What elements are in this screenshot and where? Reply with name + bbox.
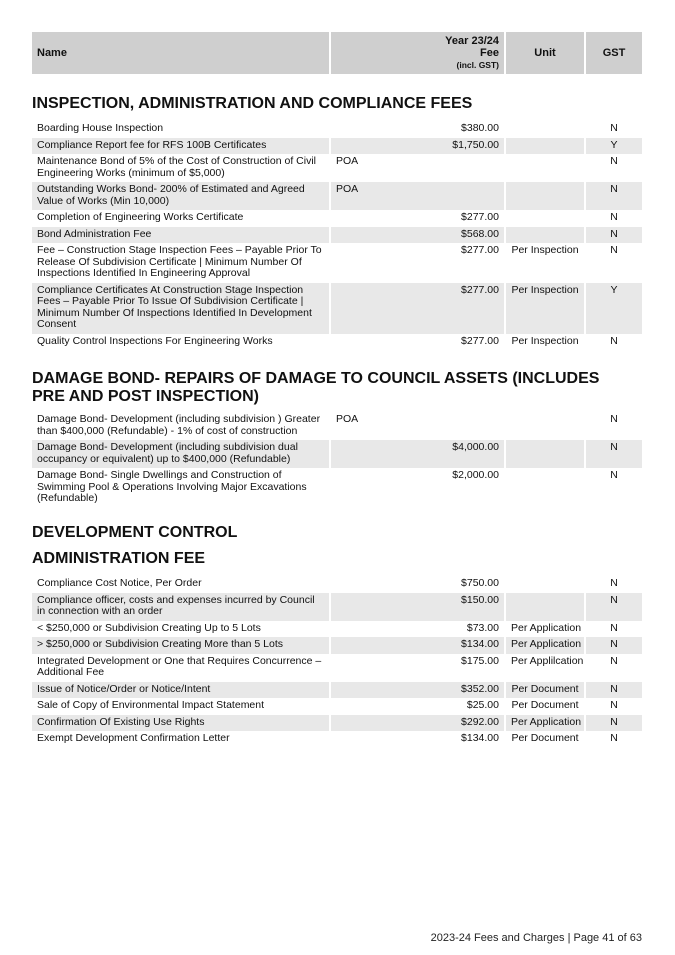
fee-amount: $73.00: [466, 621, 499, 634]
header-gst: GST: [586, 32, 642, 74]
fee-row: [32, 576, 642, 593]
fee-amount: $352.00: [331, 682, 504, 699]
fee-gst: N: [586, 682, 642, 699]
fee-name: Integrated Development or One that Requires Concurrence – Additional Fee: [37, 654, 322, 678]
fee-gst: N: [610, 699, 618, 711]
fee-gst: N: [610, 654, 618, 667]
page-footer: 2023-24 Fees and Charges | Page 41 of 63: [430, 932, 642, 944]
fee-name: Completion of Engineering Works Certificate: [37, 211, 244, 223]
fee-name: Boarding House Inspection: [37, 122, 164, 134]
fee-row: [32, 468, 642, 508]
fee-gst: N: [610, 577, 618, 589]
fee-unit: [506, 468, 584, 508]
fee-amount: POA: [331, 182, 504, 210]
fee-unit: [506, 412, 584, 440]
fee-unit: Per Inspection: [511, 334, 579, 347]
fee-amount: $2,000.00: [452, 469, 499, 481]
fee-name: > $250,000 or Subdivision Creating More than 5 Lots: [32, 637, 329, 654]
fee-unit: [506, 138, 584, 155]
fee-row: [32, 593, 642, 621]
fee-name: Quality Control Inspections For Engineering Works: [37, 334, 273, 347]
fee-amount: $277.00: [461, 211, 499, 223]
fee-unit: Per Application: [506, 637, 584, 654]
fee-amount: $568.00: [331, 227, 504, 244]
fee-unit: Per Application: [511, 621, 582, 634]
fee-amount: $1,750.00: [331, 138, 504, 155]
fee-gst: N: [610, 155, 618, 167]
fee-gst: N: [586, 593, 642, 621]
fee-unit: Per Inspection: [511, 244, 579, 256]
header-name: Name: [32, 32, 329, 74]
fee-name: Compliance Certificates At Construction Stage Inspection Fees – Payable Prior To Issue Of Subdivision Certificate | Minimum Number Of Inspections Identified In Development Consent: [32, 283, 329, 334]
section-damage-bond: [0, 412, 644, 508]
fee-name: Compliance officer, costs and expenses incurred by Council in connection with an order: [32, 593, 329, 621]
fee-gst: N: [610, 413, 618, 425]
fee-name: Exempt Development Confirmation Letter: [37, 732, 230, 744]
fee-gst: N: [586, 182, 642, 210]
fee-unit: [506, 210, 584, 227]
fee-gst: N: [610, 469, 618, 481]
fee-unit: Per Document: [511, 732, 579, 744]
fee-unit: Per Application: [506, 715, 584, 732]
fee-row: [32, 698, 642, 715]
fee-name: Confirmation Of Existing Use Rights: [32, 715, 329, 732]
fee-amount: $277.00: [461, 334, 499, 347]
fee-row: [32, 154, 642, 182]
fee-row: [32, 682, 642, 699]
section-administration-fee: [0, 576, 644, 748]
fee-gst: N: [610, 732, 618, 744]
table-header: [30, 32, 644, 74]
fee-row: [32, 182, 642, 210]
fee-amount: $277.00: [331, 283, 504, 334]
fee-unit: Per Document: [511, 699, 579, 711]
fee-unit: Per Inspection: [506, 283, 584, 334]
fee-gst: N: [610, 211, 618, 223]
fee-name: Sale of Copy of Environmental Impact Statement: [37, 699, 265, 711]
fee-gst: N: [586, 715, 642, 732]
fee-unit: [506, 154, 584, 182]
header-unit: Unit: [506, 32, 584, 74]
fee-gst: N: [610, 244, 618, 256]
fee-gst: N: [586, 637, 642, 654]
fee-row: [32, 283, 642, 334]
header-fee-year: Year 23/24: [445, 35, 499, 47]
fee-name: Maintenance Bond of 5% of the Cost of Construction of Civil Engineering Works (minimum of $5,000): [37, 155, 316, 179]
fee-name: Damage Bond- Single Dwellings and Construction of Swimming Pool & Operations Involving Major Excavations (Refundable): [37, 469, 307, 504]
fee-name: Issue of Notice/Order or Notice/Intent: [32, 682, 329, 699]
fee-row: [32, 210, 642, 227]
fee-amount: $4,000.00: [331, 440, 504, 468]
fee-row: [32, 731, 642, 748]
fee-name: Fee – Construction Stage Inspection Fees – Payable Prior To Release Of Subdivision Certificate | Minimum Number Of Inspections Identified In Engineering Approval: [37, 244, 322, 279]
fee-table-inspection: [30, 121, 644, 350]
fee-unit: [506, 593, 584, 621]
fee-amount: $175.00: [461, 654, 499, 667]
fee-amount: POA: [336, 155, 359, 167]
section-title-damage-bond: DAMAGE BOND- REPAIRS OF DAMAGE TO COUNCIL ASSETS (INCLUDES PRE AND POST INSPECTION): [32, 370, 600, 405]
fee-amount: $150.00: [331, 593, 504, 621]
fee-row: [32, 440, 642, 468]
fee-row: [32, 334, 642, 351]
fee-name: Compliance Report fee for RFS 100B Certificates: [32, 138, 329, 155]
section-inspection: [0, 121, 644, 350]
fee-gst: Y: [586, 138, 642, 155]
fee-amount: $277.00: [461, 244, 499, 256]
section-title-inspection: INSPECTION, ADMINISTRATION AND COMPLIANCE FEES: [32, 95, 473, 112]
fee-row: [32, 412, 642, 440]
fee-name: Damage Bond- Development (including subdivision dual occupancy or equivalent) up to $400,000 (Refundable): [32, 440, 329, 468]
fee-amount: $134.00: [331, 637, 504, 654]
fee-amount: POA: [336, 413, 359, 425]
fee-gst: N: [610, 621, 618, 634]
fee-amount: $134.00: [461, 732, 499, 744]
fee-row: [32, 138, 642, 155]
fee-unit: [506, 182, 584, 210]
fee-row: [32, 121, 642, 138]
header-fee-label: Fee: [480, 47, 499, 59]
fee-gst: N: [586, 440, 642, 468]
fee-amount: $750.00: [461, 577, 499, 589]
fee-row: [32, 227, 642, 244]
section-title-administration-fee: ADMINISTRATION FEE: [32, 550, 206, 567]
fee-unit: [506, 440, 584, 468]
fee-name: Compliance Cost Notice, Per Order: [37, 577, 202, 589]
fee-row: [32, 621, 642, 638]
fee-unit: [506, 121, 584, 138]
fee-name: Damage Bond- Development (including subdivision ) Greater than $400,000 (Refundable) - 1% of cost of construction: [37, 413, 321, 437]
fee-table-damage-bond: [30, 412, 644, 508]
fee-table-administration: [30, 576, 644, 748]
fee-unit: [506, 576, 584, 593]
fee-unit: Per Applilcation: [511, 654, 584, 667]
fee-gst: N: [610, 334, 618, 347]
fee-name: Bond Administration Fee: [32, 227, 329, 244]
fee-gst: Y: [586, 283, 642, 334]
header-fee: [331, 32, 504, 74]
fee-name: Outstanding Works Bond- 200% of Estimated and Agreed Value of Works (Min 10,000): [32, 182, 329, 210]
fee-row: [32, 654, 642, 682]
fee-gst: N: [610, 122, 618, 134]
fee-amount: $25.00: [466, 699, 499, 711]
header-fee-gst-note: (incl. GST): [456, 60, 499, 70]
fee-name: < $250,000 or Subdivision Creating Up to 5 Lots: [37, 621, 261, 634]
fee-row: [32, 715, 642, 732]
fee-amount: $292.00: [331, 715, 504, 732]
fee-unit: Per Document: [506, 682, 584, 699]
section-title-development-control: DEVELOPMENT CONTROL: [32, 524, 238, 541]
fee-gst: N: [586, 227, 642, 244]
fee-row: [32, 637, 642, 654]
fee-amount: $380.00: [461, 122, 499, 134]
fee-unit: [506, 227, 584, 244]
fee-row: [32, 243, 642, 283]
